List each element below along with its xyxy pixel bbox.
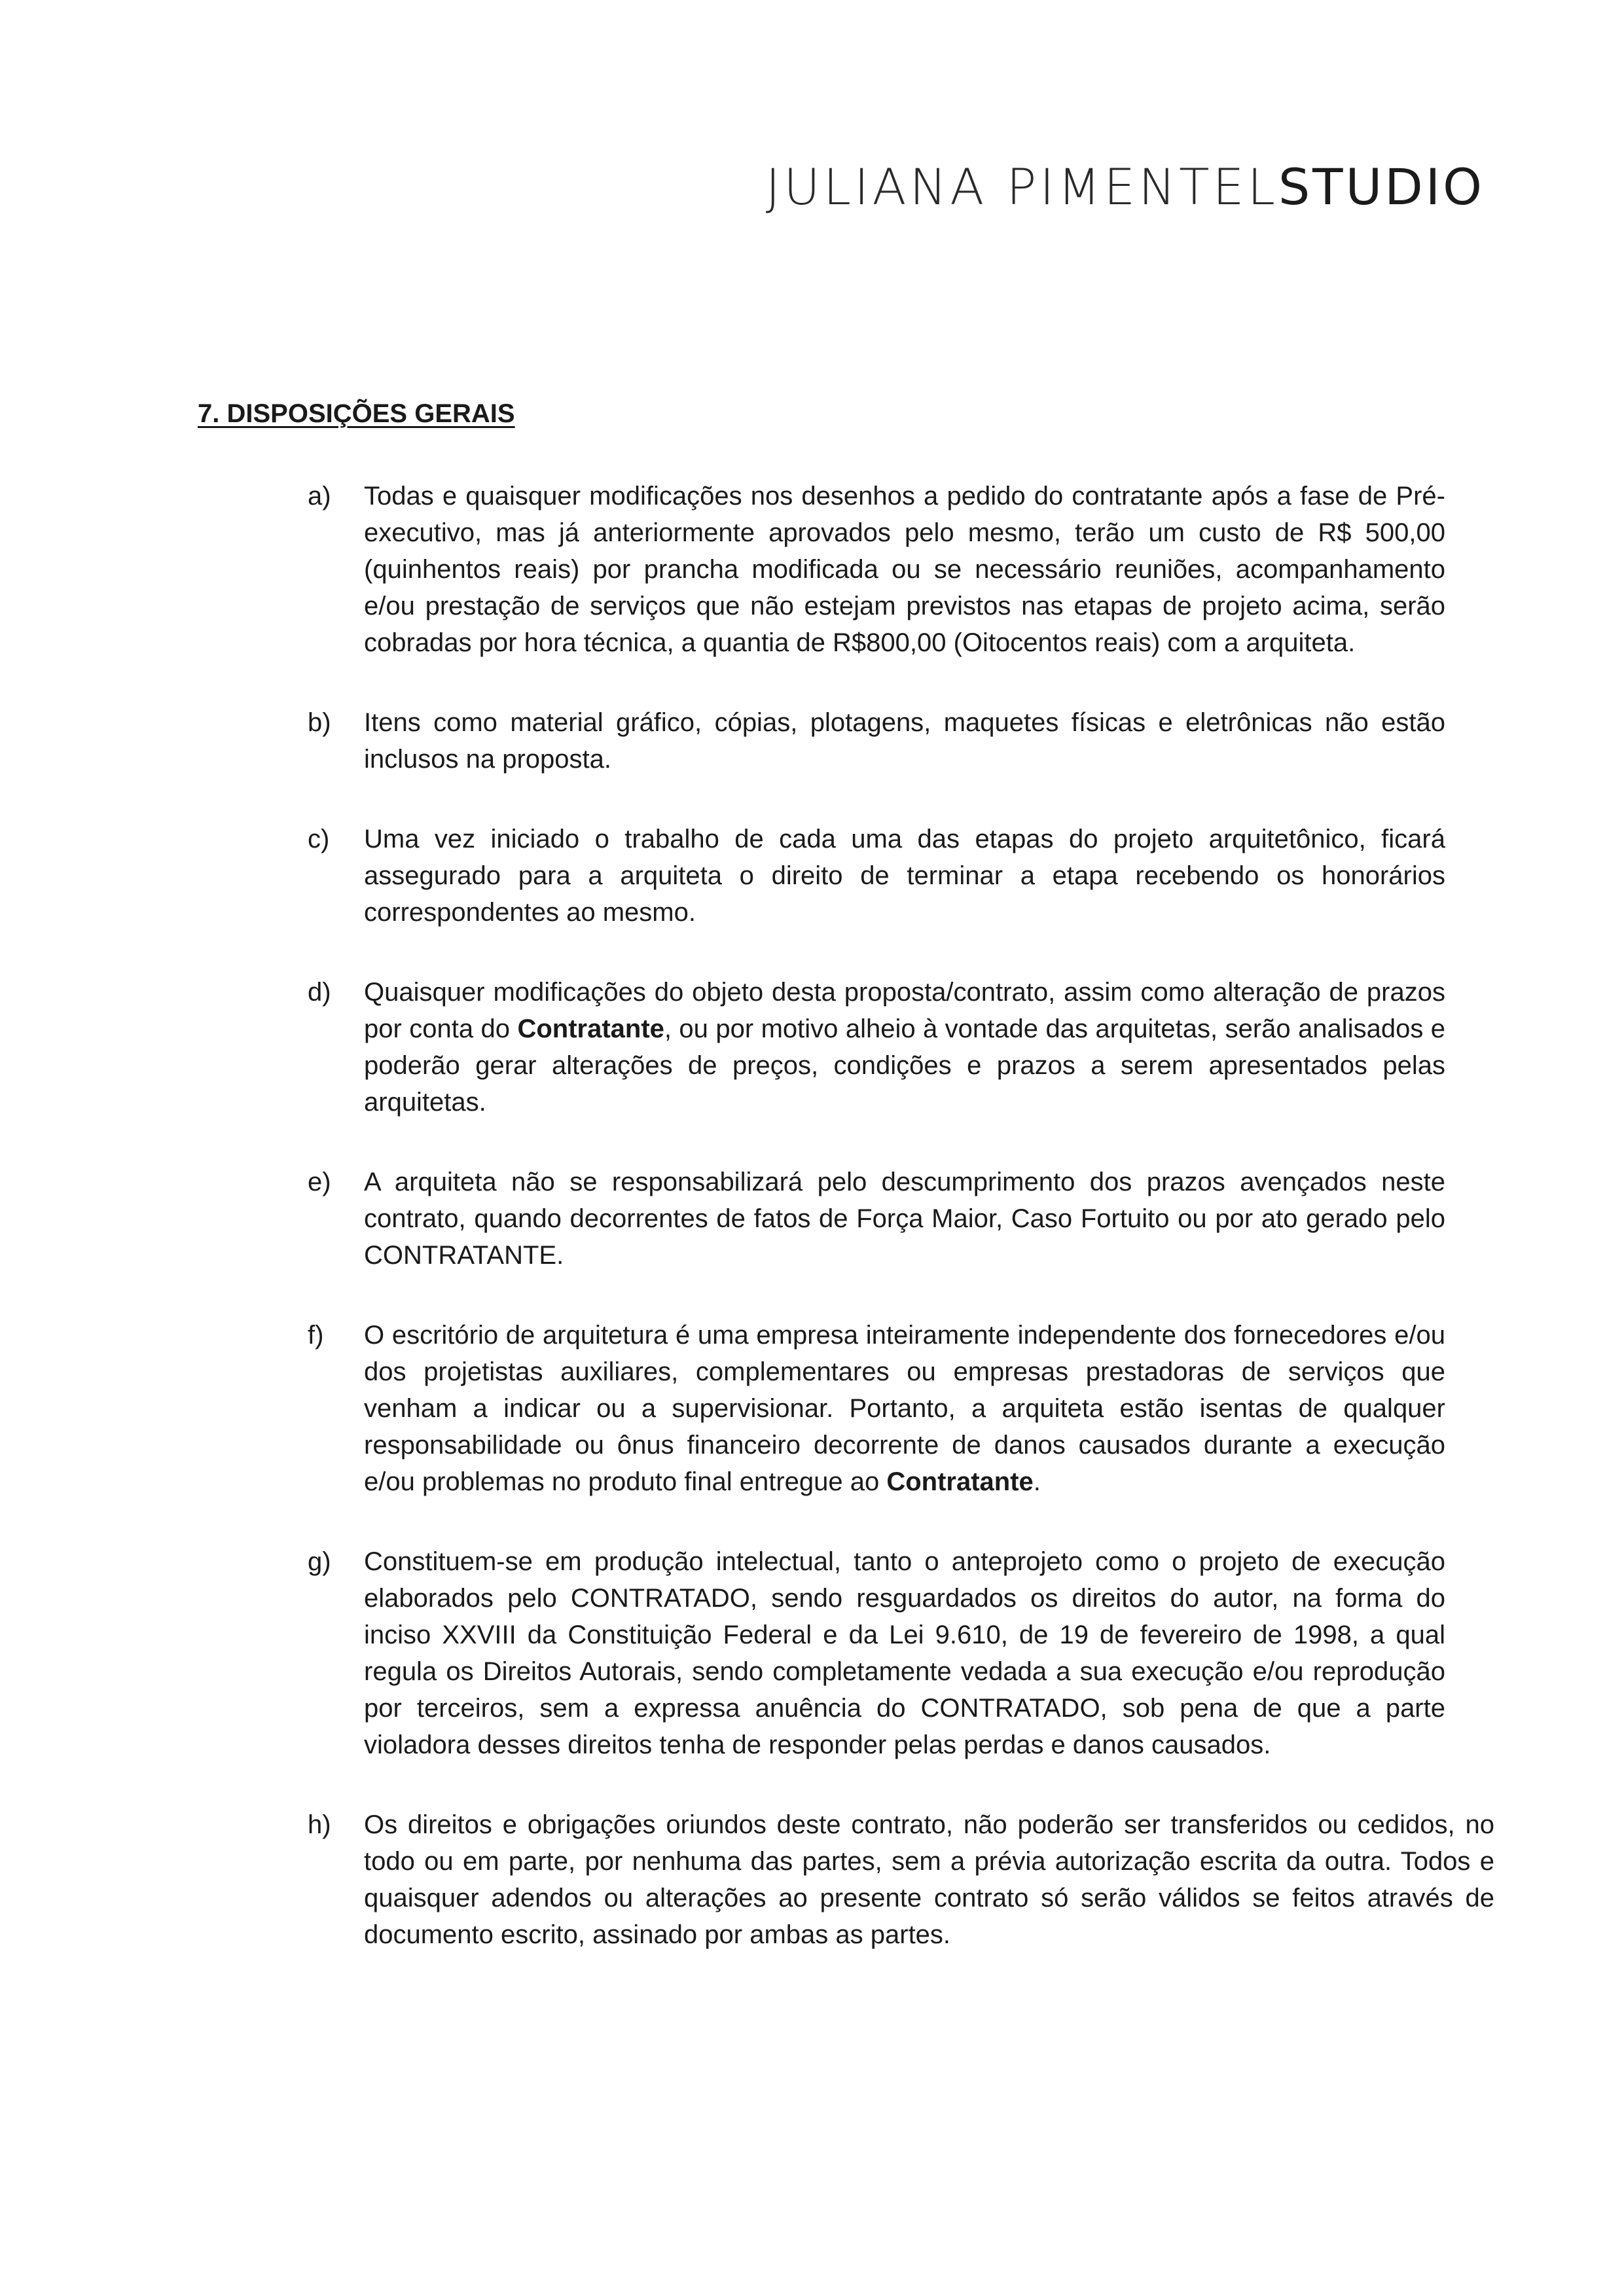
clause-spacer bbox=[308, 778, 1427, 821]
clause-text: Todas e quaisquer modificações nos desenhos a pedido do contratante após a fase de Pré-executivo, mas já anteriormente aprovados pelo mesmo, terão um custo de R$ 500,00 (quinhentos reais) por prancha modificada ou se necessário reuniões, acompanhamento e/ou prestação de serviços que não estejam previstos nas etapas de projeto acima, serão cobradas por hora técnica, a quantia de R$800,00 (Oitocentos reais) com a arquiteta. bbox=[364, 482, 1445, 657]
clause-h bbox=[308, 1806, 1494, 1953]
clause-f bbox=[308, 1317, 1445, 1500]
clause-text-before: Quaisquer modificações do objeto desta proposta/contrato, assim como alteração de prazos por conta do bbox=[364, 978, 1445, 1043]
clause-text-after: , ou por motivo alheio à vontade das arquitetas, serão analisados e poderão gerar alterações de preços, condições e prazos a serem apresentados pelas arquitetas. bbox=[364, 1014, 1445, 1117]
clause-text: A arquiteta não se responsabilizará pelo descumprimento dos prazos avençados neste contrato, quando decorrentes de fatos de Força Maior, Caso Fortuito ou por ato gerado pelo CONTRATANTE. bbox=[364, 1168, 1445, 1270]
clause-marker: h) bbox=[308, 1810, 331, 1839]
clause-spacer bbox=[308, 1500, 1427, 1543]
clause-marker: b) bbox=[308, 708, 331, 737]
clause-spacer bbox=[308, 1763, 1427, 1806]
clause-spacer bbox=[308, 1274, 1427, 1317]
clause-g bbox=[308, 1543, 1445, 1763]
clause-b bbox=[308, 704, 1445, 778]
logo-name: JULIANA PIMENTEL bbox=[765, 158, 1278, 216]
clause-marker: e) bbox=[308, 1168, 331, 1196]
clause-text: Constituem-se em produção intelectual, tanto o anteprojeto como o projeto de execução elaborados pelo CONTRATADO, sendo resguardados os direitos do autor, na forma do inciso XXVIII da Constituição Federal e da Lei 9.610, de 19 de fevereiro de 1998, a qual regula os Direitos Autorais, sendo completamente vedada a sua execução e/ou reprodução por terceiros, sem a expressa anuência do CONTRATADO, sob pena de que a parte violadora desses direitos tenha de responder pelas perdas e danos causados. bbox=[364, 1547, 1445, 1759]
clause-e bbox=[308, 1164, 1445, 1274]
clause-text: Itens como material gráfico, cópias, plotagens, maquetes físicas e eletrônicas não estão inclusos na proposta. bbox=[364, 708, 1445, 774]
clause-d bbox=[308, 974, 1445, 1121]
clause-text: Uma vez iniciado o trabalho de cada uma das etapas do projeto arquitetônico, ficará assegurado para a arquiteta o direito de terminar a etapa recebendo os honorários correspondentes ao mesmo. bbox=[364, 825, 1445, 927]
clause-marker: d) bbox=[308, 978, 331, 1007]
clause-text-after: . bbox=[1033, 1467, 1041, 1496]
clause-spacer bbox=[308, 661, 1427, 704]
clause-a bbox=[308, 478, 1445, 661]
clause-marker: a) bbox=[308, 482, 331, 511]
contratante-bold: Contratante bbox=[886, 1467, 1034, 1496]
clause-spacer bbox=[308, 1121, 1427, 1164]
logo-studio: STUDIO bbox=[1278, 158, 1485, 216]
clause-text: Os direitos e obrigações oriundos deste contrato, não poderão ser transferidos ou cedidos, no todo ou em parte, por nenhuma das partes, sem a prévia autorização escrita da outra. Todos e quaisquer adendos ou alterações ao presente contrato só serão válidos se feitos através de documento escrito, assinado por ambas as partes. bbox=[364, 1810, 1494, 1949]
clause-marker: g) bbox=[308, 1547, 331, 1576]
clause-spacer bbox=[308, 931, 1427, 974]
clause-c bbox=[308, 821, 1445, 931]
clause-marker: c) bbox=[308, 825, 330, 853]
contratante-bold: Contratante bbox=[517, 1014, 664, 1043]
studio-logo bbox=[765, 158, 1485, 216]
clause-list bbox=[308, 478, 1494, 1953]
clause-text-before: O escritório de arquitetura é uma empresa inteiramente independente dos fornecedores e/ou dos projetistas auxiliares, complementares ou empresas prestadoras de serviços que venham a indicar ou a supervisionar. Portanto, a arquiteta estão isentas de qualquer responsabilidade ou ônus financeiro decorrente de danos causados durante a execução e/ou problemas no produto final entregue ao bbox=[364, 1321, 1445, 1496]
section-title: 7. DISPOSIÇÕES GERAIS bbox=[198, 399, 515, 428]
clause-marker: f) bbox=[308, 1321, 324, 1350]
